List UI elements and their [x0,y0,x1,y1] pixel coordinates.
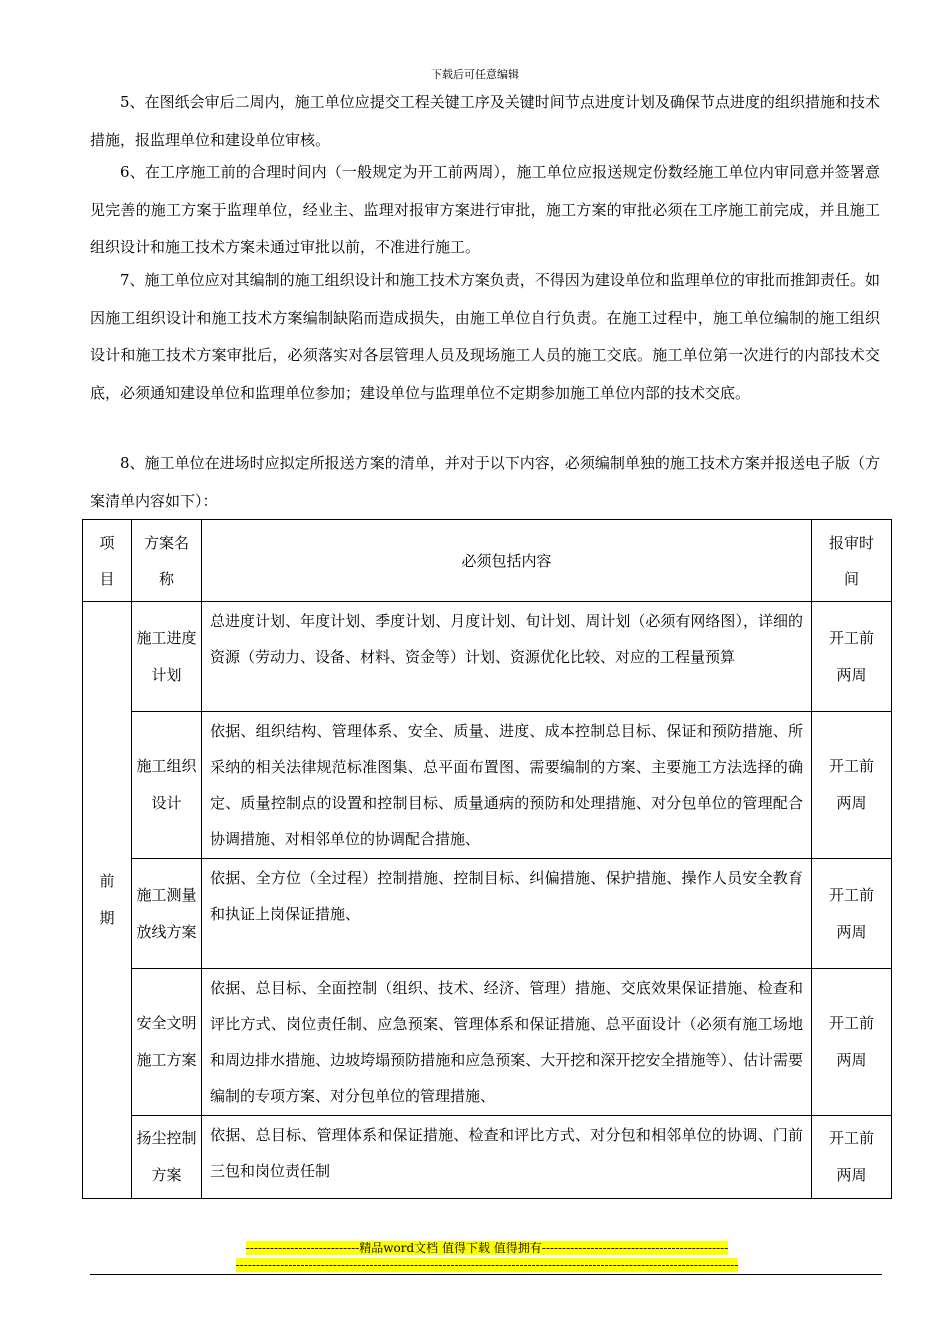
plan-time-cell: 开工前两周 [812,1116,892,1199]
plan-content-text: 依据、全方位（全过程）控制措施、控制目标、纠偏措施、保护措施、操作人员安全教育和执证上岗保证措施、 [210,869,803,923]
plan-time-cell: 开工前两周 [812,859,892,969]
paragraph-6: 6、在工序施工前的合理时间内（一般规定为开工前两周），施工单位应报送规定份数经施工单位内审同意并签署意见完善的施工方案于监理单位，经业主、监理对报审方案进行审批，施工方案的审批必须在工序施工前完成，并且施工组织设计和施工技术方案未通过审批以前，不准进行施工。 [90,163,880,256]
plan-content-cell [202,1116,812,1199]
plan-name-cell: 扬尘控制方案 [132,1116,202,1199]
table-row [83,969,892,1116]
table-row [83,712,892,859]
header-content: 必须包括内容 [202,520,812,602]
plan-name-cell: 安全文明施工方案 [132,969,202,1116]
paragraph-5: 5、在图纸会审后二周内，施工单位应提交工程关键工序及关键时间节点进度计划及确保节点进度的组织措施和技术措施，报监理单位和建设单位审核。 [90,93,880,149]
footer-banner [188,1240,786,1274]
plan-content-text: 依据、总目标、全面控制（组织、技术、经济、管理）措施、交底效果保证措施、检查和评比方式、岗位责任制、应急预案、管理体系和保证措施、总平面设计（必须有施工场地和周边排水措施、边坡垮塌预防措施和应急预案、大开挖和深开挖安全措施等）、估计需要编制的专项方案、对分包单位的管理措施、 [210,979,803,1105]
plan-time-cell: 开工前两周 [812,969,892,1116]
plan-time-cell: 开工前两周 [812,602,892,712]
table-row [83,859,892,969]
plan-name-cell: 施工测量放线方案 [132,859,202,969]
plan-content-cell [202,969,812,1116]
footer-divider [90,1274,882,1275]
plan-name-cell: 施工进度计划 [132,602,202,712]
plan-content-cell [202,712,812,859]
plan-time-cell: 开工前两周 [812,712,892,859]
header-item: 项目 [83,520,132,602]
group-cell: 前期 [83,602,132,1199]
table-header-row [83,520,892,602]
plan-content-cell [202,859,812,969]
plan-content-text: 依据、总目标、管理体系和保证措施、检查和评比方式、对分包和相邻单位的协调、门前三包和岗位责任制 [210,1126,803,1180]
plan-name-cell: 施工组织设计 [132,712,202,859]
footer-banner-line-1: ----------------------------精品word文档 值得下载 值得拥有---------------------------------------------- [245,1241,729,1255]
table-row [83,1116,892,1199]
header-name: 方案名称 [132,520,202,602]
header-time: 报审时间 [812,520,892,602]
paragraph-8: 8、施工单位在进场时应拟定所报送方案的清单，并对于以下内容，必须编制单独的施工技术方案并报送电子版（方案清单内容如下）： [90,454,880,510]
plan-content-text: 依据、组织结构、管理体系、安全、质量、进度、成本控制总目标、保证和预防措施、所采纳的相关法律规范标准图集、总平面布置图、需要编制的方案、主要施工方法选择的确定、质量控制点的设置和控制目标、质量通病的预防和处理措施、对分包单位的管理配合协调措施、对相邻单位的协调配合措施、 [210,722,803,848]
plan-content-text: 总进度计划、年度计划、季度计划、月度计划、旬计划、周计划（必须有网络图），详细的资源（劳动力、设备、材料、资金等）计划、资源优化比较、对应的工程量预算 [210,612,803,666]
table-row [83,602,892,712]
paragraph-7: 7、施工单位应对其编制的施工组织设计和施工技术方案负责，不得因为建设单位和监理单位的审批而推卸责任。如因施工组织设计和施工技术方案编制缺陷而造成损失，由施工单位自行负责。在施工过程中，施工单位编制的施工组织设计和施工技术方案审批后，必须落实对各层管理人员及现场施工人员的施工交底。施工单位第一次进行的内部技术交底，必须通知建设单位和监理单位参加；建设单位与监理单位不定期参加施工单位内部的技术交底。 [90,271,880,402]
plan-content-cell [202,602,812,712]
header-note: 下载后可任意编辑 [431,68,519,81]
plan-list-table [82,519,892,1199]
footer-banner-line-2: ---------------------------------------------------------------------------------------------------------------------------- [235,1258,739,1272]
